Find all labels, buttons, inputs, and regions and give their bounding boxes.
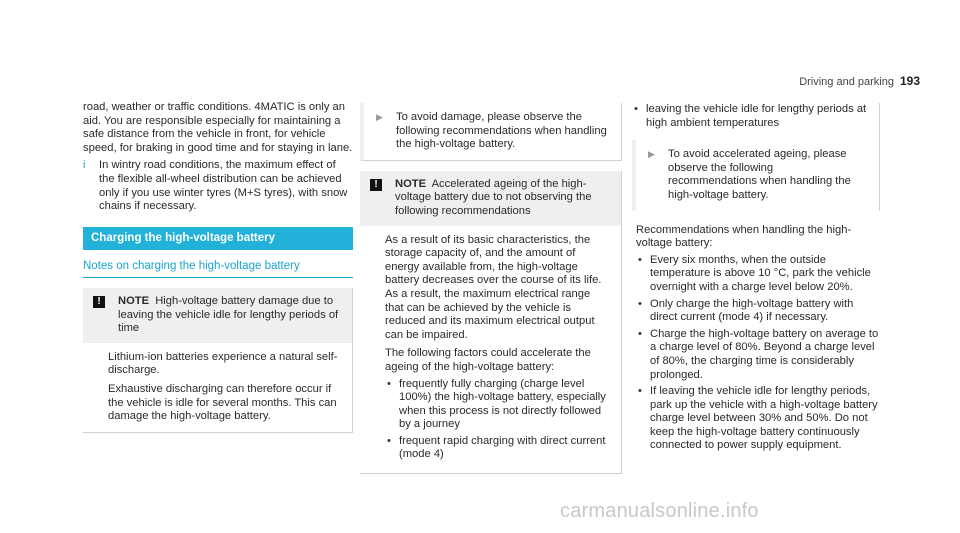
note-paragraph: As a result of its basic characteristics, the storage capacity of, and the amount of energy available from, the high-voltage battery decreases over the course of its life. As a result, the maximum electrical range that can be achieved by the vehicle is reduced and its maximum electrical output can be impaired.	[385, 233, 602, 341]
section-title: Charging the high-voltage battery	[83, 227, 353, 251]
column-1	[83, 101, 353, 433]
note-label: NOTE	[395, 177, 427, 190]
column-3	[622, 103, 880, 456]
instruction-text: To avoid damage, please observe the following recommendations when handling the high-voltage battery.	[396, 111, 607, 151]
column-2	[360, 103, 622, 474]
page-header	[799, 74, 920, 88]
list-item: • Every six months, when the outside temperature is above 10 °C, park the vehicle overnight with a charge level below 20%.	[636, 254, 880, 295]
note-paragraph: The following factors could accelerate the ageing of the high-voltage battery:	[385, 347, 591, 373]
factor-list	[385, 378, 611, 463]
note-header	[83, 288, 352, 343]
note-paragraph: Exhaustive discharging can therefore occur if the vehicle is idle for several months. This can damage the high-voltage battery.	[108, 382, 337, 423]
info-icon: i	[83, 159, 86, 172]
list-item: • leaving the vehicle idle for lengthy periods at high ambient temperatures	[632, 103, 869, 130]
note-title: High-voltage battery damage due to leaving the vehicle idle for lengthy periods of time	[118, 294, 339, 335]
list-item: • Only charge the high-voltage battery with direct current (mode 4) if necessary.	[636, 298, 880, 325]
note-title: Accelerated ageing of the high-voltage battery due to not observing the following recommendations	[395, 177, 592, 217]
warning-icon: !	[370, 179, 382, 191]
section-name: Driving and parking	[799, 76, 894, 88]
note-box-ageing	[360, 171, 622, 474]
note-label: NOTE	[118, 294, 150, 307]
list-item: • frequently fully charging (charge level 100%) the high-voltage battery, especially when this process is not directly followed by a journey	[385, 378, 611, 432]
recommendations-list	[636, 254, 880, 453]
list-item: • Charge the high-voltage battery on average to a charge level of 80%. Beyond a charge level of 80%, the charging time is considerably prolonged.	[636, 328, 880, 382]
tip	[83, 159, 353, 213]
arrow-icon: ▶	[648, 149, 655, 160]
note-paragraph: Lithium-ion batteries experience a natural self-discharge.	[108, 350, 338, 377]
continued-list	[632, 103, 869, 130]
tip-text: In wintry road conditions, the maximum effect of the flexible all-wheel distribution can be achieved only if you use winter tyres (M+S tyres), with snow chains if necessary.	[99, 159, 348, 213]
recommendations	[622, 224, 880, 454]
warning-icon: !	[93, 296, 105, 308]
instruction-box	[632, 140, 869, 210]
note-body	[83, 343, 352, 432]
intro-paragraph: road, weather or traffic conditions. 4MATIC is only an aid. You are responsible especially for maintaining a safe distance from the vehicle in front, for vehicle speed, for braking in good time and for staying in lane.	[83, 101, 353, 154]
note-header	[360, 171, 621, 226]
note-box-damage	[83, 288, 353, 433]
instruction-box	[360, 103, 622, 161]
subsection-heading: Notes on charging the high-voltage battery	[83, 260, 353, 278]
list-item: • frequent rapid charging with direct current (mode 4)	[385, 435, 611, 462]
recommendations-title: Recommendations when handling the high-voltage battery:	[636, 223, 852, 250]
page-number: 193	[899, 74, 920, 88]
instruction-text: To avoid accelerated ageing, please observe the following recommendations when handling the high-voltage battery.	[668, 148, 851, 201]
arrow-icon: ▶	[376, 112, 383, 122]
note-body	[360, 226, 621, 474]
list-item: • If leaving the vehicle idle for lengthy periods, park up the vehicle with a high-voltage battery charge level between 30% and 50%. Do not keep the high-voltage battery continuously connected to power supply equipment.	[636, 385, 880, 453]
continued-list-wrap	[622, 103, 880, 211]
watermark: carmanualsonline.info	[560, 500, 759, 522]
